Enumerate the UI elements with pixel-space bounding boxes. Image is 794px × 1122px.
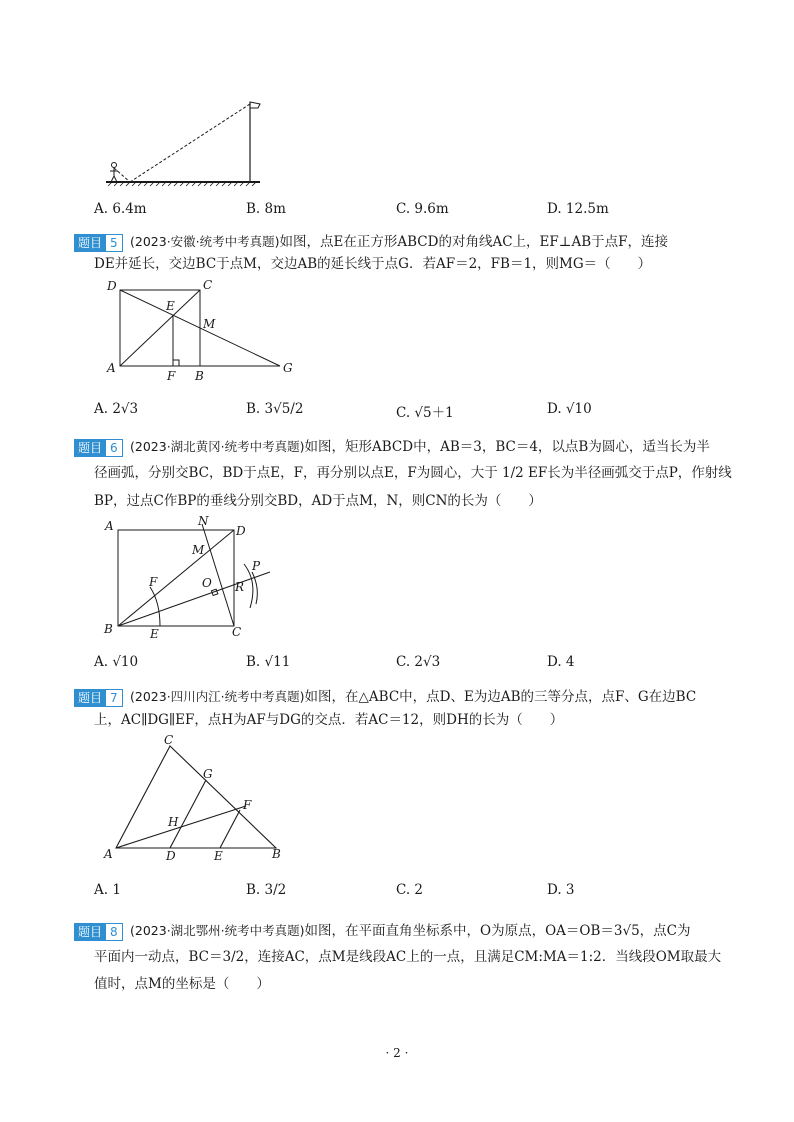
q7-label-D: D (166, 849, 176, 863)
q5-tag-label: 题目 (74, 234, 106, 252)
q6-label-F: F (149, 575, 158, 589)
flagpole-figure (100, 98, 270, 190)
q5-stem-2: DE并延长，交边BC于点M，交边AB的延长线于点G．若AF＝2，FB＝1，则MG＝（ ） (94, 256, 652, 272)
q5-text-line1 (130, 231, 668, 253)
q7-stem-2: 上，AC∥DG∥EF，点H为AF与DG的交点．若AC＝12，则DH的长为（ ） (94, 712, 564, 728)
q7-text-line1 (130, 686, 696, 708)
q6-label-N: N (198, 516, 209, 528)
q5-label-G: G (283, 361, 293, 375)
q5-option-b[interactable]: B. 3√5/2 (246, 401, 304, 417)
q5-label-A: A (107, 361, 116, 375)
q8-stem-3: 值时，点M的坐标是（ ） (94, 976, 270, 992)
q5-source: (2023·安徽·统考中考真题) (130, 234, 280, 249)
q5-tag (74, 234, 123, 252)
q6-label-O: O (202, 576, 212, 590)
q7-label-B: B (272, 847, 281, 861)
q8-stem-2: 平面内一动点，BC＝3/2，连接AC，点M是线段AC上的一点，且满足CM:MA＝1:2．当线段OM取最大 (94, 949, 722, 965)
q5-label-M: M (203, 317, 216, 331)
q7-figure (100, 730, 296, 866)
q6-label-B: B (104, 622, 113, 636)
q8-tag-number: 8 (106, 923, 123, 941)
q7-stem-1: 如图，在△ABC中，点D、E为边AB的三等分点，点F、G在边BC (304, 689, 697, 705)
q6-label-C: C (232, 625, 242, 639)
q6-label-E: E (150, 627, 159, 641)
q6-label-D: D (236, 524, 246, 538)
q8-stem-1: 如图，在平面直角坐标系中，O为原点，OA＝OB＝3√5，点C为 (304, 923, 691, 939)
q7-label-H: H (168, 815, 179, 829)
q7-option-b[interactable]: B. 3/2 (246, 882, 287, 898)
q6-stem-2: 径画弧，分别交BC，BD于点E，F，再分别以点E，F为圆心，大于 1/2 EF长为半径画弧交于点P，作射线 (94, 465, 732, 481)
q6-label-P: P (252, 559, 261, 573)
q8-tag-label: 题目 (74, 923, 106, 941)
q4-option-a[interactable]: A. 6.4m (94, 201, 147, 217)
q5-label-E: E (166, 299, 175, 313)
q5-label-D: D (107, 279, 117, 293)
q7-option-a[interactable]: A. 1 (94, 882, 121, 898)
q6-label-M: M (192, 543, 205, 557)
q6-label-A: A (105, 519, 114, 533)
q7-label-A: A (104, 847, 113, 861)
q7-label-G: G (203, 767, 213, 781)
q7-source: (2023·四川内江·统考中考真题) (130, 689, 305, 704)
q6-option-d[interactable]: D. 4 (547, 654, 575, 670)
q8-source: (2023·湖北鄂州·统考中考真题) (130, 923, 305, 938)
q5-stem-1: 如图，点E在正方形ABCD的对角线AC上，EF⊥AB于点F，连接 (279, 234, 668, 250)
q5-figure (104, 276, 304, 380)
q7-tag-number: 7 (106, 689, 123, 707)
q7-label-C: C (164, 733, 174, 747)
q6-label-R: R (235, 580, 245, 594)
q4-option-c[interactable]: C. 9.6m (396, 201, 449, 217)
q7-label-E: E (214, 849, 223, 863)
q7-tag (74, 689, 123, 707)
q6-option-a[interactable]: A. √10 (94, 654, 139, 670)
q6-tag-label: 题目 (74, 439, 106, 457)
q8-tag (74, 923, 123, 941)
q5-label-F: F (167, 369, 176, 380)
q6-option-b[interactable]: B. √11 (246, 654, 291, 670)
q5-label-B: B (195, 369, 204, 380)
q8-text-line1 (130, 920, 691, 942)
q6-stem-3: BP，过点C作BP的垂线分别交BD，AD于点M，N，则CN的长为（ ） (94, 493, 542, 509)
q5-tag-number: 5 (106, 234, 123, 252)
q6-text-line1 (130, 436, 710, 458)
q6-figure (102, 516, 278, 644)
q5-option-a[interactable]: A. 2√3 (94, 401, 139, 417)
q5-option-c[interactable]: C. √5＋1 (396, 405, 454, 421)
q7-label-F: F (243, 798, 252, 812)
q6-tag (74, 439, 123, 457)
q6-source: (2023·湖北黄冈·统考中考真题) (130, 439, 305, 454)
q4-option-b[interactable]: B. 8m (246, 201, 286, 217)
q7-option-c[interactable]: C. 2 (396, 882, 424, 898)
q6-stem-1: 如图，矩形ABCD中，AB＝3，BC＝4，以点B为圆心，适当长为半 (304, 439, 710, 455)
q7-option-d[interactable]: D. 3 (547, 882, 575, 898)
q4-option-d[interactable]: D. 12.5m (547, 201, 609, 217)
q6-tag-number: 6 (106, 439, 123, 457)
q5-option-d[interactable]: D. √10 (547, 401, 592, 417)
q5-label-C: C (203, 278, 213, 292)
page-number: · 2 · (385, 1046, 409, 1060)
q6-option-c[interactable]: C. 2√3 (396, 654, 441, 670)
q7-tag-label: 题目 (74, 689, 106, 707)
